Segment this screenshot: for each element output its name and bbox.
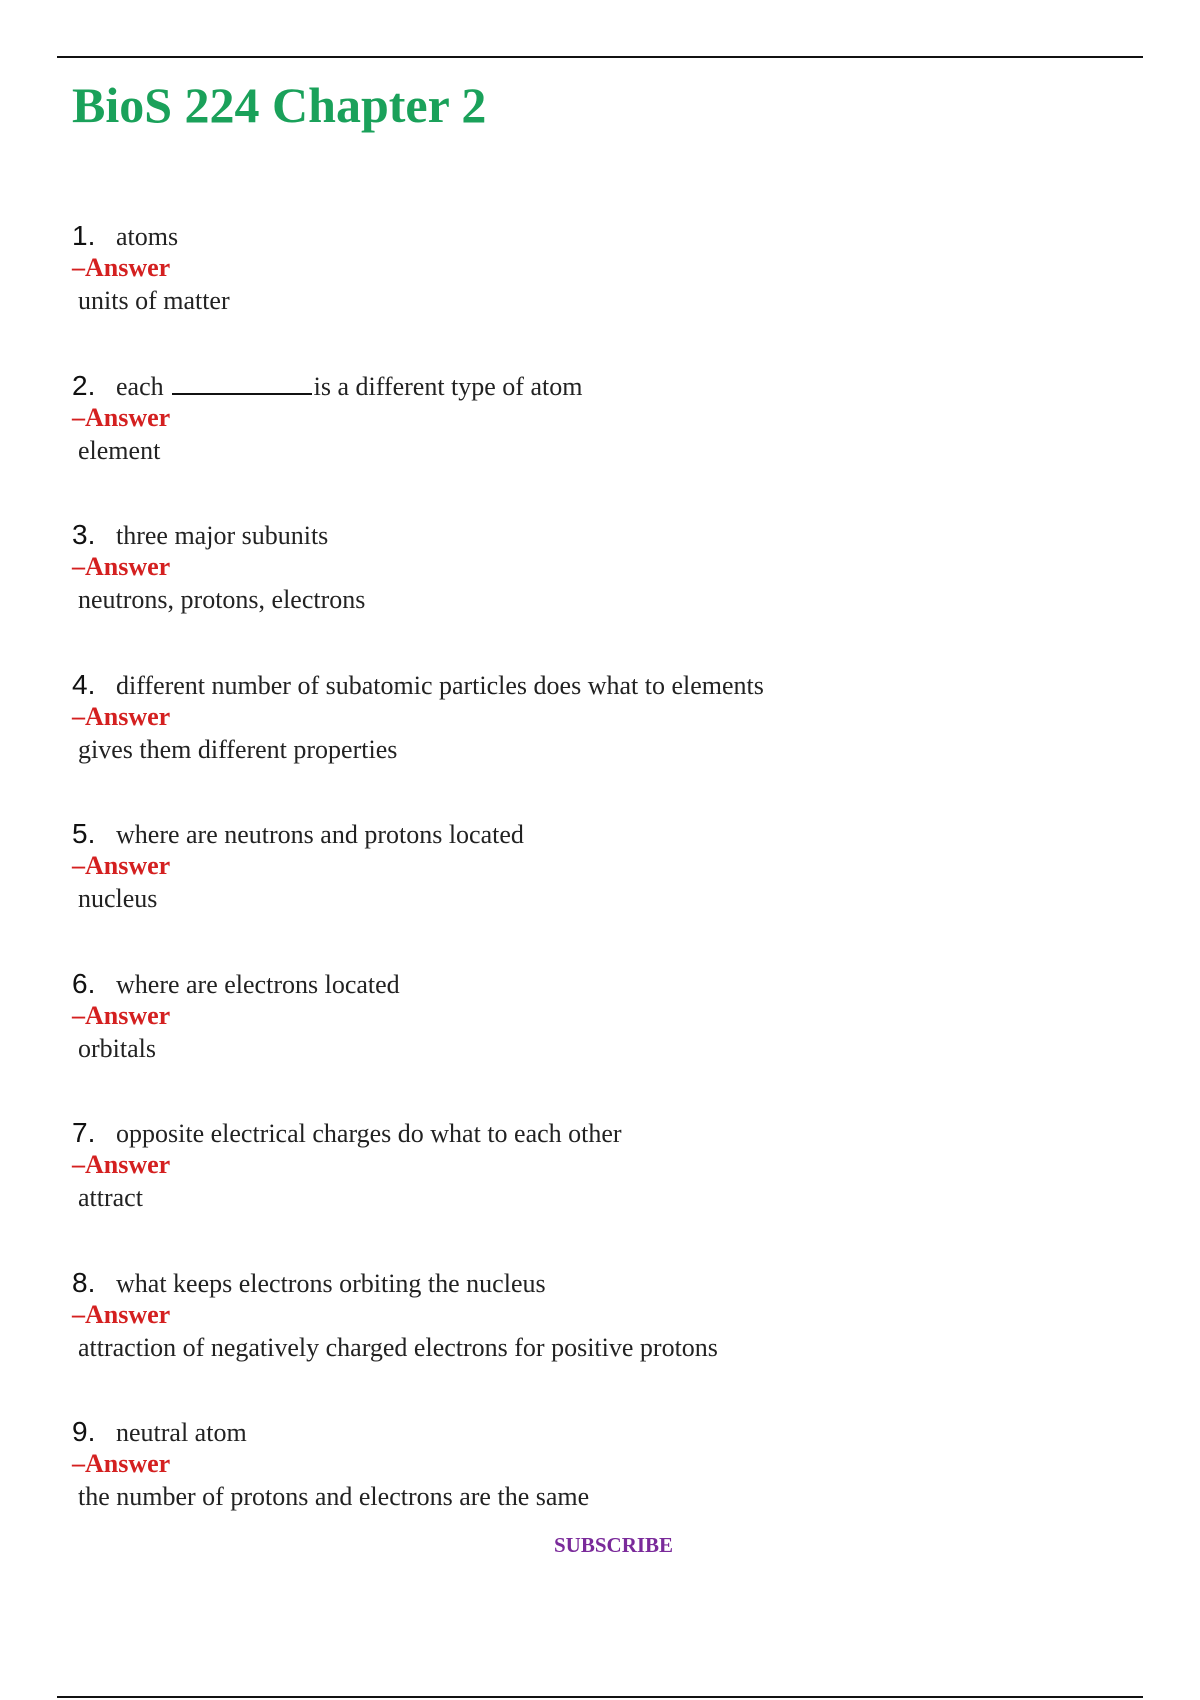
question-line [72,667,764,703]
answer-text: units of matter [78,286,230,315]
answer-label: –Answer [72,1299,171,1329]
question-line [72,1414,247,1450]
question-number: 9. [72,1416,96,1447]
qa-item-3 [72,517,1132,667]
question-text: neutral atom [116,1418,247,1447]
question-text: where are electrons located [116,969,400,999]
question-number: 4. [72,668,96,700]
question-number: 3. [72,519,96,550]
question-number: 1. [72,220,96,251]
question-line [72,966,400,1002]
question-number: 5. [72,818,96,849]
question-text: where are neutrons and protons located [116,820,524,849]
page-title: BioS 224 Chapter 2 [72,77,487,133]
answer-label: –Answer [72,1000,171,1030]
answer-label: –Answer [72,701,171,731]
question-number: 8. [72,1266,96,1298]
answer-label: –Answer [72,851,171,880]
top-divider [57,56,1143,58]
qa-item-8 [72,1265,1132,1415]
question-line [72,1265,546,1301]
subscribe-link[interactable]: SUBSCRIBE [554,1533,674,1557]
question-number: 7. [72,1117,96,1148]
answer-text: gives them different properties [78,734,398,764]
answer-text: orbitals [78,1033,156,1063]
qa-item-5 [72,816,1132,966]
answer-text: attract [78,1183,143,1212]
answer-label: –Answer [72,552,171,581]
question-number: 2. [72,369,96,401]
answer-text: neutrons, protons, electrons [78,585,366,614]
question-text-after-blank: is a different type of atom [313,371,583,401]
answer-label: –Answer [72,1449,171,1478]
answer-text: element [78,435,161,465]
question-text: what keeps electrons orbiting the nucleus [116,1268,546,1298]
question-text-before-blank: each [116,371,164,401]
answer-label: –Answer [72,402,171,432]
question-text: different number of subatomic particles does what to elements [116,670,764,700]
qa-list [72,218,1132,1564]
qa-item-1 [72,218,1132,368]
answer-text: attraction of negatively charged electrons for positive protons [78,1332,718,1362]
bottom-divider [57,1696,1143,1698]
question-line [72,368,582,404]
question-line [72,218,178,254]
fill-in-blank [172,371,312,395]
question-line [72,1115,622,1151]
question-text: opposite electrical charges do what to each other [116,1119,622,1148]
question-text: atoms [116,222,179,251]
qa-item-2 [72,368,1132,518]
qa-item-4 [72,667,1132,817]
question-text: three major subunits [116,521,329,550]
answer-label: –Answer [72,1150,171,1179]
answer-label: –Answer [72,253,171,282]
answer-text: the number of protons and electrons are the same [78,1482,590,1511]
question-number: 6. [72,967,96,999]
answer-text: nucleus [78,884,158,913]
question-line [72,816,524,852]
qa-item-6 [72,966,1132,1116]
qa-item-7 [72,1115,1132,1265]
question-line [72,517,328,553]
